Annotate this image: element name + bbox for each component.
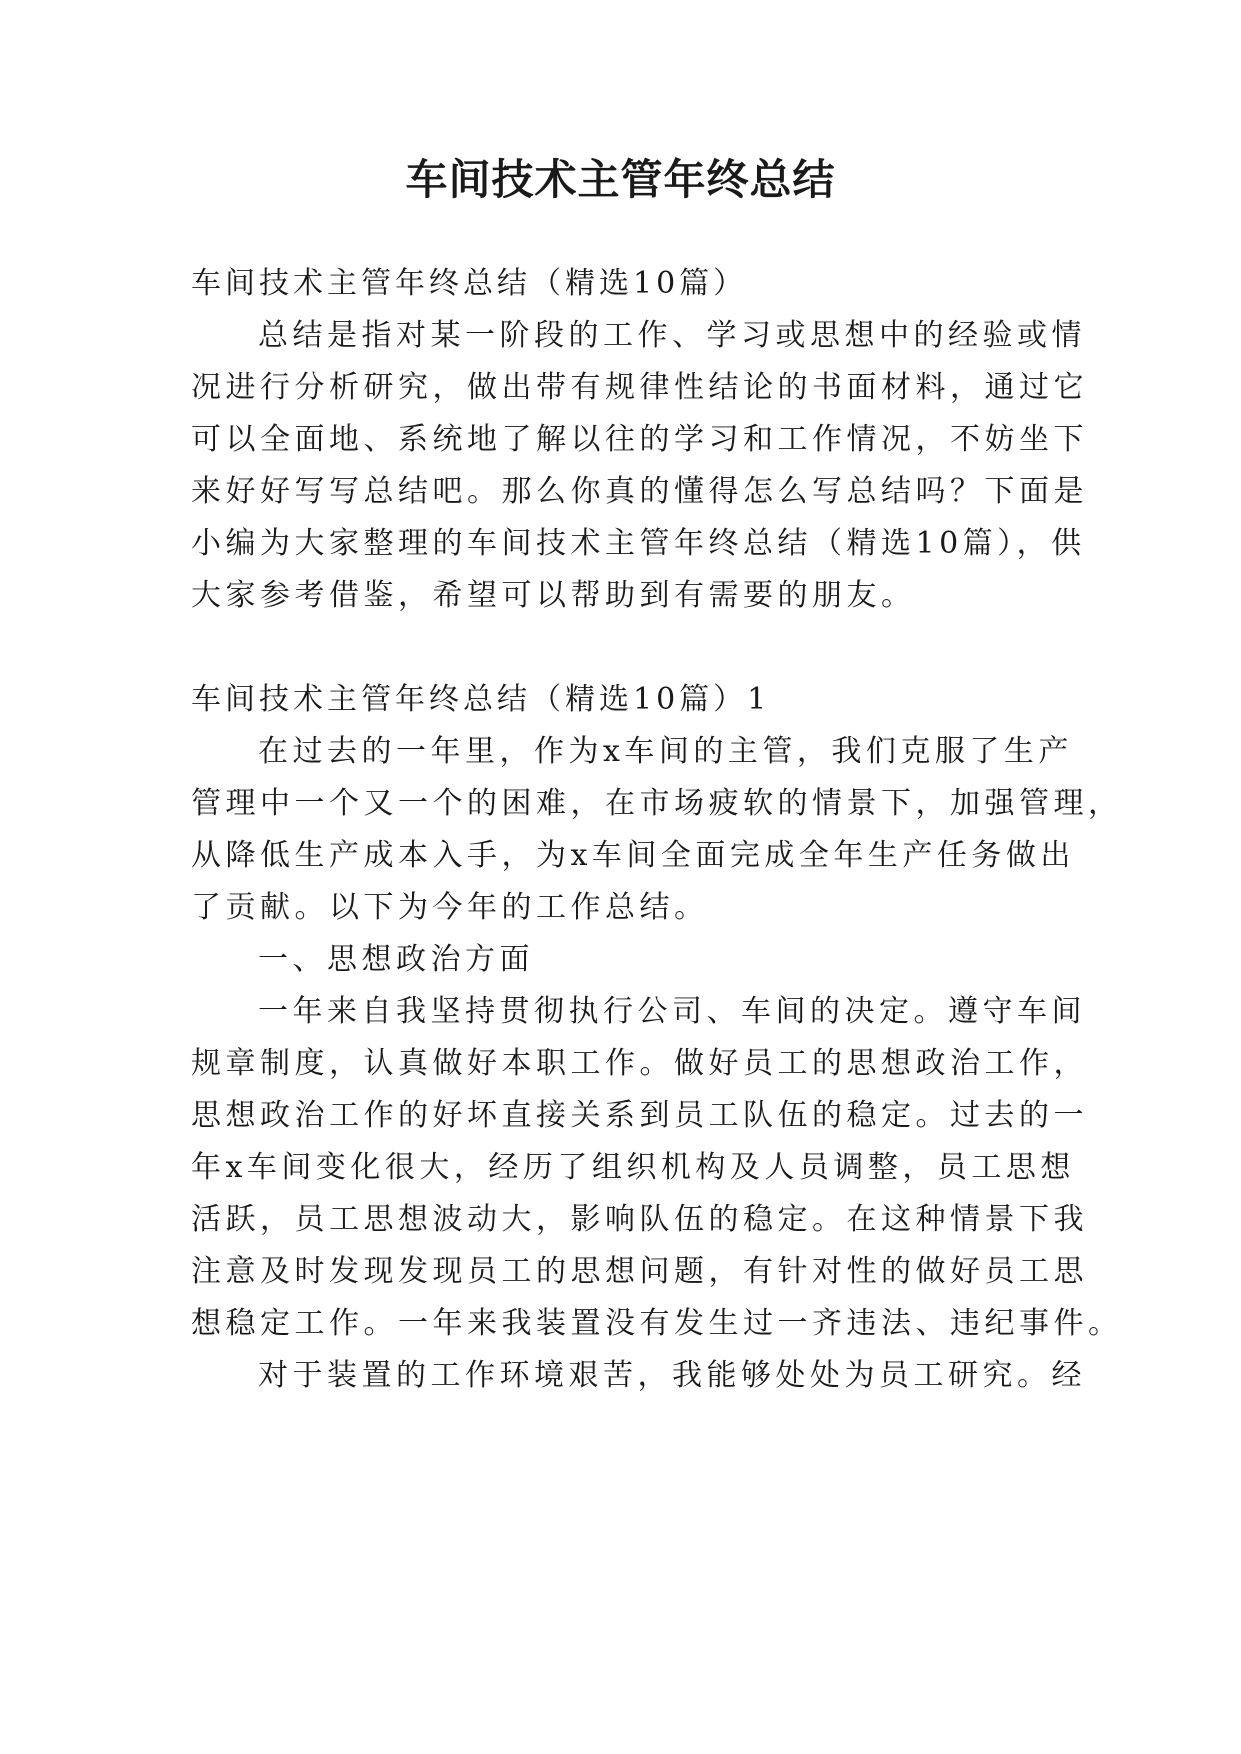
section-line: 规章制度，认真做好本职工作。做好员工的思想政治工作， xyxy=(191,1046,1088,1081)
section-line: 了贡献。以下为今年的工作总结。 xyxy=(191,890,709,925)
intro-line: 总结是指对某一阶段的工作、学习或思想中的经验或情 xyxy=(258,318,1086,353)
section-line: 想稳定工作。一年来我装置没有发生过一齐违法、违纪事件。 xyxy=(191,1306,1123,1341)
section-heading: 一、思想政治方面 xyxy=(258,942,534,977)
document-subtitle: 车间技术主管年终总结（精选10篇） xyxy=(191,266,748,301)
intro-line: 来好好写写总结吧。那么你真的懂得怎么写总结吗？下面是 xyxy=(191,474,1088,509)
section-line: 对于装置的工作环境艰苦，我能够处处为员工研究。经 xyxy=(258,1358,1086,1393)
section-line: 年x车间变化很大，经历了组织机构及人员调整，员工思想 xyxy=(191,1150,1075,1185)
intro-line: 大家参考借鉴，希望可以帮助到有需要的朋友。 xyxy=(191,578,916,613)
section-line: 一年来自我坚持贯彻执行公司、车间的决定。遵守车间 xyxy=(258,994,1086,1029)
section-line: 从降低生产成本入手，为x车间全面完成全年生产任务做出 xyxy=(191,838,1075,873)
intro-line: 况进行分析研究，做出带有规律性结论的书面材料，通过它 xyxy=(191,370,1088,405)
intro-line: 可以全面地、系统地了解以往的学习和工作情况，不妨坐下 xyxy=(191,422,1088,457)
section-line: 思想政治工作的好坏直接关系到员工队伍的稳定。过去的一 xyxy=(191,1098,1088,1133)
section-line: 在过去的一年里，作为x车间的主管，我们克服了生产 xyxy=(258,734,1073,769)
section-title: 车间技术主管年终总结（精选10篇）1 xyxy=(191,682,771,717)
section-line: 管理中一个又一个的困难，在市场疲软的情景下，加强管理， xyxy=(191,786,1123,821)
section-line: 注意及时发现发现员工的思想问题，有针对性的做好员工思 xyxy=(191,1254,1088,1289)
intro-line: 小编为大家整理的车间技术主管年终总结（精选10篇），供 xyxy=(191,526,1086,561)
section-line: 活跃，员工思想波动大，影响队伍的稳定。在这种情景下我 xyxy=(191,1202,1088,1237)
document-title: 车间技术主管年终总结 xyxy=(405,155,836,204)
